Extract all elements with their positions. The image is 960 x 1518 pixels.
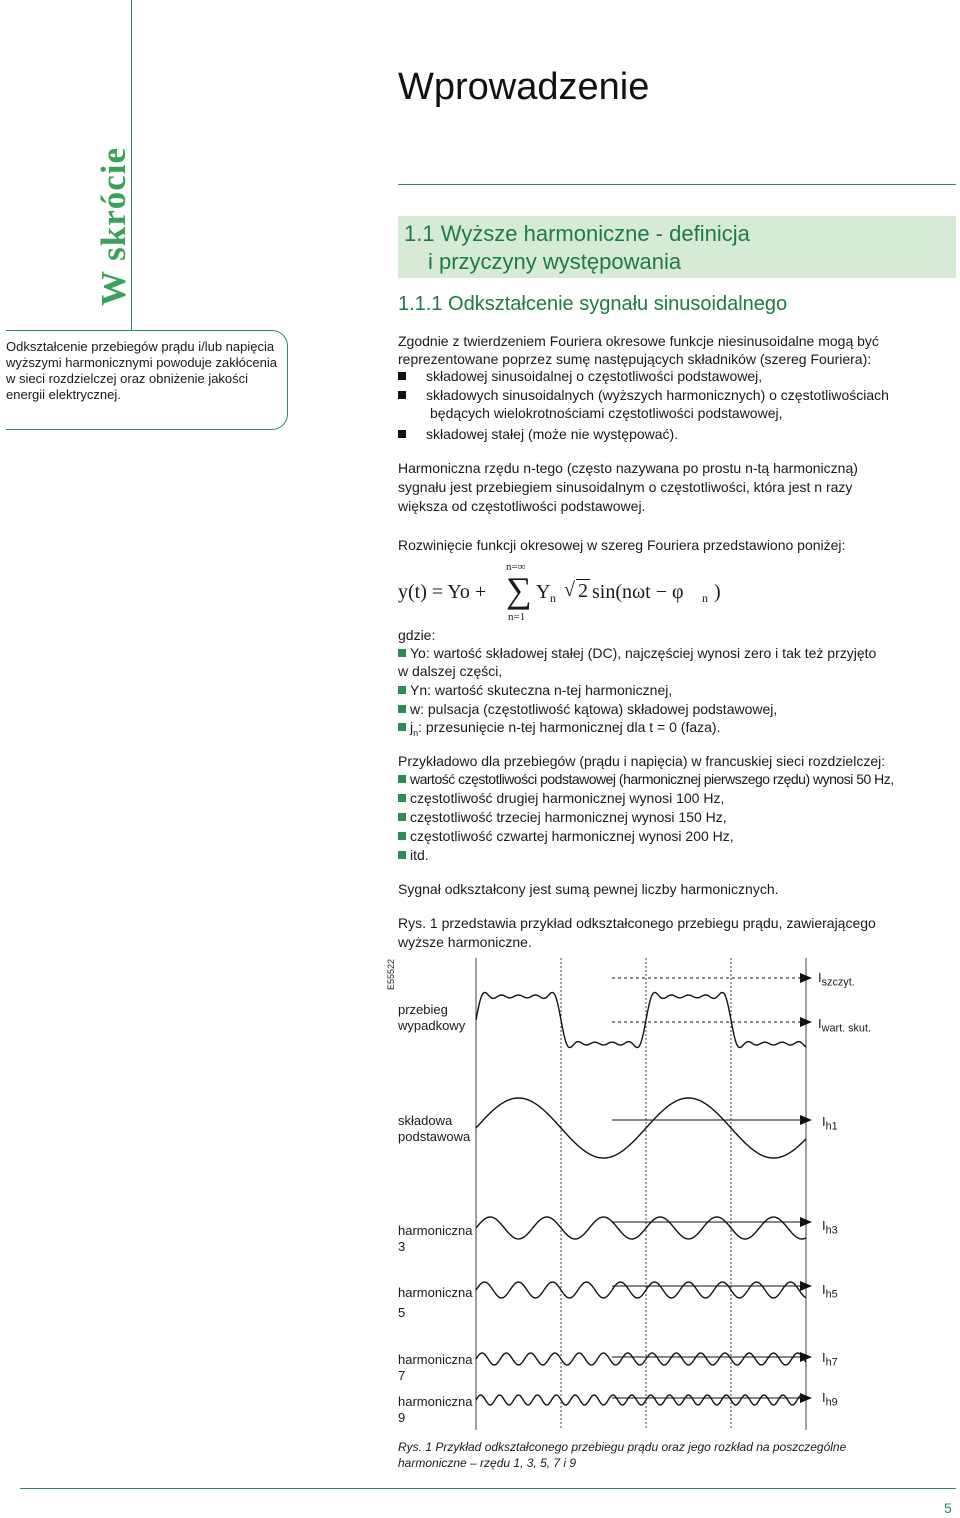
formula-upper-limit: n=∞ bbox=[506, 561, 526, 573]
bullet-icon bbox=[398, 705, 406, 713]
formula-close: ) bbox=[714, 581, 721, 603]
sidebar-title: W skrócie bbox=[94, 146, 133, 306]
formula-phi-sub: n bbox=[702, 591, 708, 605]
example-item-2: częstotliwość drugiej harmonicznej wynosi 100 Hz, bbox=[410, 790, 725, 806]
section-heading bbox=[404, 220, 750, 276]
arrow-head-icon bbox=[800, 1017, 812, 1027]
section-heading-line1: 1.1 Wyższe harmoniczne - definicja bbox=[404, 221, 750, 246]
fourier-formula bbox=[398, 561, 838, 625]
figure-caption-line2: harmoniczne – rzędu 1, 3, 5, 7 i 9 bbox=[398, 1456, 577, 1470]
bullet-icon bbox=[398, 851, 406, 859]
harmonic-5-wave bbox=[476, 1282, 806, 1298]
para3: Rozwinięcie funkcji okresowej w szereg Fouriera przedstawiono poniżej: bbox=[398, 537, 846, 553]
example-lead: Przykładowo dla przebiegów (prądu i napięcia) w francuskiej sieci rozdzielczej: bbox=[398, 753, 886, 769]
bullet-icon bbox=[398, 372, 406, 380]
row-label-h3-2: 3 bbox=[398, 1239, 406, 1254]
gdzie-item-3: w: pulsacja (częstotliwość kątowa) składowej podstawowej, bbox=[410, 701, 778, 717]
label-i-h9: $I_{h9}$ bbox=[822, 1390, 838, 1409]
label-i-h5: $I_{h5}$ bbox=[822, 1282, 838, 1301]
row-label-resultant-2: wypadkowy bbox=[398, 1018, 466, 1033]
row-label-h5-1: harmoniczna bbox=[398, 1285, 473, 1300]
bullet-icon bbox=[398, 686, 406, 694]
label-i-peak: $I_{szczyt.}$ bbox=[818, 970, 855, 989]
para2-line2: sygnału jest przebiegiem sinusoidalnym o częstotliwości, która jest n razy bbox=[398, 479, 853, 495]
label-i-rms: $I_{wart. skut.}$ bbox=[818, 1016, 871, 1035]
arrow-head-icon bbox=[800, 973, 812, 983]
para2-line3: większa od częstotliwości podstawowej. bbox=[398, 498, 646, 514]
intro-bullet-2a: składowych sinusoidalnych (wyższych harmonicznych) o częstotliwościach bbox=[426, 387, 889, 403]
gdzie-item-2: Yn: wartość skuteczna n-tej harmonicznej, bbox=[410, 682, 673, 698]
row-label-h7-1: harmoniczna bbox=[398, 1352, 473, 1367]
intro-line1: Zgodnie z twierdzeniem Fouriera okresowe funkcje niesinusoidalne mogą być bbox=[398, 333, 879, 349]
gdzie-item-4-text: : przesunięcie n-tej harmonicznej dla t = 0 (faza). bbox=[418, 719, 721, 735]
gdzie-item-4-sub: n bbox=[413, 727, 419, 738]
arrow-head-icon bbox=[800, 1352, 812, 1362]
row-label-h3-1: harmoniczna bbox=[398, 1223, 473, 1238]
harmonic-7-wave bbox=[476, 1353, 806, 1365]
title-rule bbox=[398, 184, 956, 185]
arrow-head-icon bbox=[800, 1281, 812, 1291]
row-label-fundamental-2: podstawowa bbox=[398, 1129, 471, 1144]
sidebar-summary: Odkształcenie przebiegów prądu i/lub napięcia wyższymi harmonicznymi powoduje zakłócenia w sieci rozdzielczej oraz obniżenie jakości energii elektrycznej. bbox=[6, 339, 277, 402]
sqrt-icon: √ bbox=[564, 579, 575, 601]
bullet-icon bbox=[398, 775, 406, 783]
example-item-4: częstotliwość czwartej harmonicznej wynosi 200 Hz, bbox=[410, 828, 734, 844]
section-heading-line2: i przyczyny występowania bbox=[428, 249, 682, 274]
arrow-head-icon bbox=[800, 1393, 812, 1403]
bullet-icon bbox=[398, 813, 406, 821]
bullet-icon bbox=[398, 430, 406, 438]
formula-term-sub: n bbox=[550, 591, 556, 605]
bullet-icon bbox=[398, 723, 406, 731]
example-item-3: częstotliwość trzeciej harmonicznej wynosi 150 Hz, bbox=[410, 809, 727, 825]
fig-intro-line2: wyższe harmoniczne. bbox=[398, 934, 532, 950]
sum-line: Sygnał odkształcony jest sumą pewnej liczby harmonicznych. bbox=[398, 881, 779, 897]
formula-sin: sin(nωt − φ bbox=[592, 581, 684, 603]
label-i-h3: $I_{h3}$ bbox=[822, 1218, 838, 1237]
fig-intro-line1: Rys. 1 przedstawia przykład odkształconego przebiegu prądu, zawierającego bbox=[398, 915, 876, 931]
resultant-wave bbox=[476, 992, 806, 1047]
bullet-icon bbox=[398, 794, 406, 802]
row-label-h9-2: 9 bbox=[398, 1410, 406, 1425]
figure-arrows bbox=[612, 973, 812, 1403]
formula-term: Y bbox=[536, 581, 551, 603]
subsection-heading: 1.1.1 Odkształcenie sygnału sinusoidalnego bbox=[398, 293, 788, 315]
harmonic-3-wave bbox=[476, 1217, 806, 1239]
formula-sigma: ∑ bbox=[506, 570, 532, 610]
gdzie-item-4-symbol: j bbox=[410, 719, 414, 735]
intro-bullet-3: składowej stałej (może nie występować). bbox=[426, 426, 679, 442]
figure-caption-line1: Rys. 1 Przykład odkształconego przebiegu prądu oraz jego rozkład na poszczególne bbox=[398, 1440, 847, 1454]
intro-line2: reprezentowane poprzez sumę następujących składników (szereg Fouriera): bbox=[398, 351, 872, 367]
label-i-h1: $I_{h1}$ bbox=[822, 1114, 838, 1133]
figure-gridlines bbox=[476, 958, 806, 1430]
page-number: 5 bbox=[944, 1500, 952, 1516]
arrow-head-icon bbox=[800, 1217, 812, 1227]
page-title: Wprowadzenie bbox=[398, 66, 650, 108]
figure-waves bbox=[476, 992, 806, 1405]
intro-bullet-1: składowej sinusoidalnej o częstotliwości podstawowej, bbox=[426, 368, 763, 384]
bullet-icon bbox=[398, 391, 406, 399]
figure-caption bbox=[398, 1439, 938, 1471]
para2-line1: Harmoniczna rzędu n-tego (często nazywana po prostu n-tą harmoniczną) bbox=[398, 460, 858, 476]
intro-bullet-2b: będących wielokrotnościami częstotliwości podstawowej, bbox=[430, 405, 783, 421]
harmonic-9-wave bbox=[476, 1395, 806, 1405]
example-item-1: wartość częstotliwości podstawowej (harmonicznej pierwszego rzędu) wynosi 50 Hz, bbox=[410, 771, 894, 787]
row-label-fundamental-1: składowa bbox=[398, 1113, 453, 1128]
example-item-5: itd. bbox=[410, 847, 429, 863]
formula-lower-limit: n=1 bbox=[508, 611, 526, 623]
bullet-icon bbox=[398, 649, 406, 657]
bullet-icon bbox=[398, 832, 406, 840]
gdzie-item-1b: w dalszej części, bbox=[398, 663, 503, 679]
figure-code: E55522 bbox=[386, 958, 396, 990]
arrow-head-icon bbox=[800, 1115, 812, 1125]
row-label-resultant-1: przebieg bbox=[398, 1002, 448, 1017]
sidebar-summary-box bbox=[6, 330, 288, 430]
fundamental-wave bbox=[476, 1098, 806, 1158]
label-i-h7: $I_{h7}$ bbox=[822, 1350, 838, 1369]
formula-sqrt-value: 2 bbox=[578, 580, 588, 602]
formula-lhs: y(t) = Yo + bbox=[398, 581, 487, 603]
row-label-h7-2: 7 bbox=[398, 1368, 406, 1383]
gdzie-item-1a: Yo: wartość składowej stałej (DC), najczęściej wynosi zero i tak też przyjęto bbox=[410, 645, 877, 661]
gdzie-item-4 bbox=[410, 718, 720, 742]
row-label-h9-1: harmoniczna bbox=[398, 1394, 473, 1409]
footer-rule bbox=[20, 1488, 956, 1489]
row-label-h5-2: 5 bbox=[398, 1305, 406, 1320]
gdzie-label: gdzie: bbox=[398, 627, 436, 643]
